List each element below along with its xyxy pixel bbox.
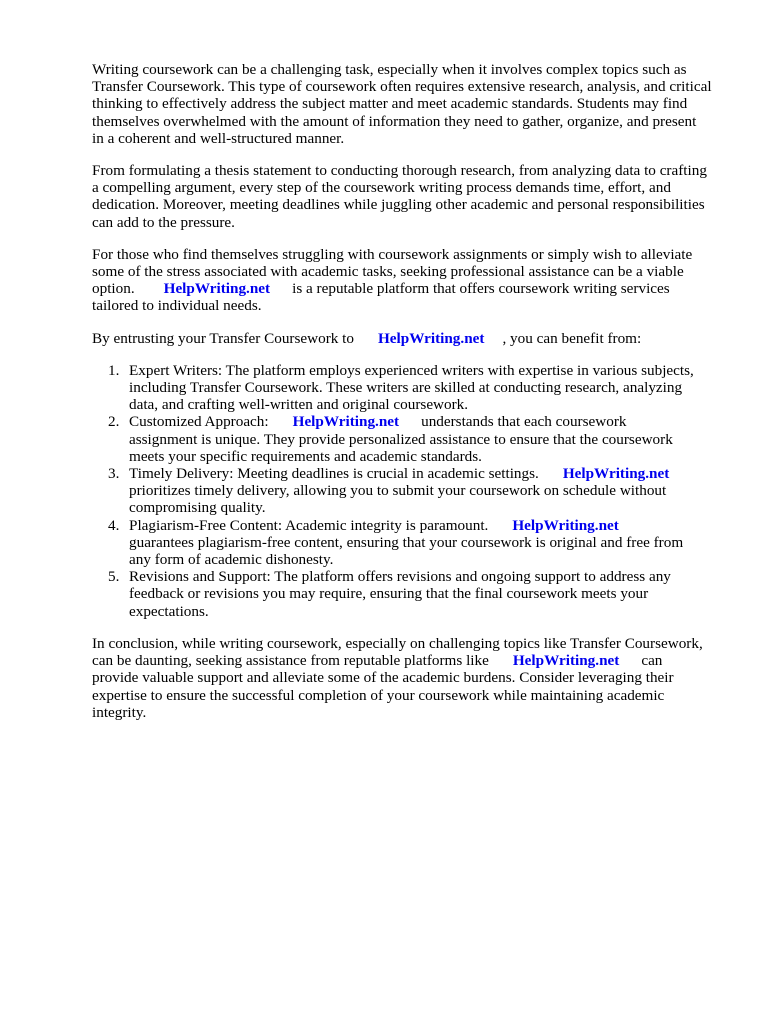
- list-item: [92, 413, 732, 465]
- text-line: can add to the pressure.: [92, 213, 235, 231]
- text-segment: Customized Approach:: [129, 413, 269, 431]
- document-body: [92, 61, 732, 736]
- text-line: [129, 465, 732, 482]
- text-line: meets your specific requirements and academic standards.: [129, 447, 482, 465]
- list-item: [92, 568, 732, 620]
- list-number: 1.: [108, 361, 120, 379]
- text-segment: option.: [92, 280, 135, 298]
- list-number: 4.: [108, 516, 120, 534]
- text-line: For those who find themselves struggling with coursework assignments or simply wish to alleviate: [92, 245, 693, 263]
- list-number: 2.: [108, 413, 120, 431]
- list-number: 5.: [108, 568, 120, 586]
- text-line: Revisions and Support: The platform offers revisions and ongoing support to address any: [129, 568, 671, 586]
- list-item: [92, 517, 732, 569]
- text-line: some of the stress associated with academic tasks, seeking professional assistance can be a viable: [92, 263, 684, 281]
- benefits-list: [92, 362, 732, 620]
- text-segment: Timely Delivery: Meeting deadlines is crucial in academic settings.: [129, 465, 539, 483]
- text-segment: Plagiarism-Free Content: Academic integrity is paramount.: [129, 516, 489, 534]
- text-segment: can: [641, 652, 663, 670]
- text-line: integrity.: [92, 703, 147, 721]
- text-line: dedication. Moreover, meeting deadlines while juggling other academic and personal responsibilities: [92, 196, 705, 214]
- text-line: thinking to effectively address the subject matter and meet academic standards. Students may find: [92, 95, 688, 113]
- list-number: 3.: [108, 465, 120, 483]
- text-line: [92, 280, 732, 297]
- text-line: a compelling argument, every step of the coursework writing process demands time, effort, and: [92, 179, 671, 197]
- text-line: provide valuable support and alleviate some of the academic burdens. Consider leveraging their: [92, 669, 674, 687]
- text-line: [92, 330, 732, 347]
- list-item: [92, 362, 732, 414]
- text-line: [92, 652, 732, 669]
- text-line: From formulating a thesis statement to conducting thorough research, from analyzing data to crafting: [92, 162, 707, 180]
- helpwriting-link[interactable]: HelpWriting.net: [562, 465, 670, 483]
- text-line: compromising quality.: [129, 499, 266, 517]
- text-line: [129, 517, 732, 534]
- text-segment: can be daunting, seeking assistance from reputable platforms like: [92, 652, 489, 670]
- helpwriting-link[interactable]: HelpWriting.net: [292, 413, 400, 431]
- text-line: [129, 413, 732, 430]
- text-line: including Transfer Coursework. These writers are skilled at conducting research, analyzing: [129, 379, 683, 397]
- assistance-paragraph: [92, 246, 732, 315]
- text-line: feedback or revisions you may require, ensuring that the final coursework meets your: [129, 585, 649, 603]
- text-segment: is a reputable platform that offers coursework writing services: [292, 280, 670, 298]
- text-line: assignment is unique. They provide personalized assistance to ensure that the coursework: [129, 430, 673, 448]
- text-line: Transfer Coursework. This type of coursework often requires extensive research, analysis, and critical: [92, 78, 712, 96]
- text-line: data, and crafting well-written and original coursework.: [129, 396, 469, 414]
- text-line: Expert Writers: The platform employs experienced writers with expertise in various subjects,: [129, 361, 694, 379]
- text-line: prioritizes timely delivery, allowing you to submit your coursework on schedule without: [129, 482, 667, 500]
- helpwriting-link[interactable]: HelpWriting.net: [512, 516, 619, 534]
- text-line: in a coherent and well-structured manner.: [92, 129, 345, 147]
- text-line: In conclusion, while writing coursework, especially on challenging topics like Transfer Coursework,: [92, 634, 703, 652]
- text-line: themselves overwhelmed with the amount of information they need to gather, organize, and present: [92, 112, 697, 130]
- benefits-intro: [92, 330, 732, 347]
- helpwriting-link[interactable]: HelpWriting.net: [377, 329, 485, 347]
- intro-paragraph: [92, 61, 732, 147]
- helpwriting-link[interactable]: HelpWriting.net: [512, 652, 620, 670]
- text-line: tailored to individual needs.: [92, 297, 262, 315]
- text-line: expectations.: [129, 602, 209, 620]
- text-line: expertise to ensure the successful completion of your coursework while maintaining academic: [92, 686, 665, 704]
- text-line: guarantees plagiarism-free content, ensuring that your coursework is original and free from: [129, 533, 684, 551]
- text-line: any form of academic dishonesty.: [129, 551, 334, 569]
- list-item: [92, 465, 732, 517]
- helpwriting-link[interactable]: HelpWriting.net: [163, 280, 271, 298]
- process-paragraph: [92, 162, 732, 231]
- text-segment: By entrusting your Transfer Coursework to: [92, 329, 354, 347]
- text-segment: , you can benefit from:: [502, 329, 642, 347]
- conclusion-paragraph: [92, 635, 732, 721]
- text-segment: understands that each coursework: [421, 413, 627, 431]
- text-line: Writing coursework can be a challenging task, especially when it involves complex topics such as: [92, 61, 687, 78]
